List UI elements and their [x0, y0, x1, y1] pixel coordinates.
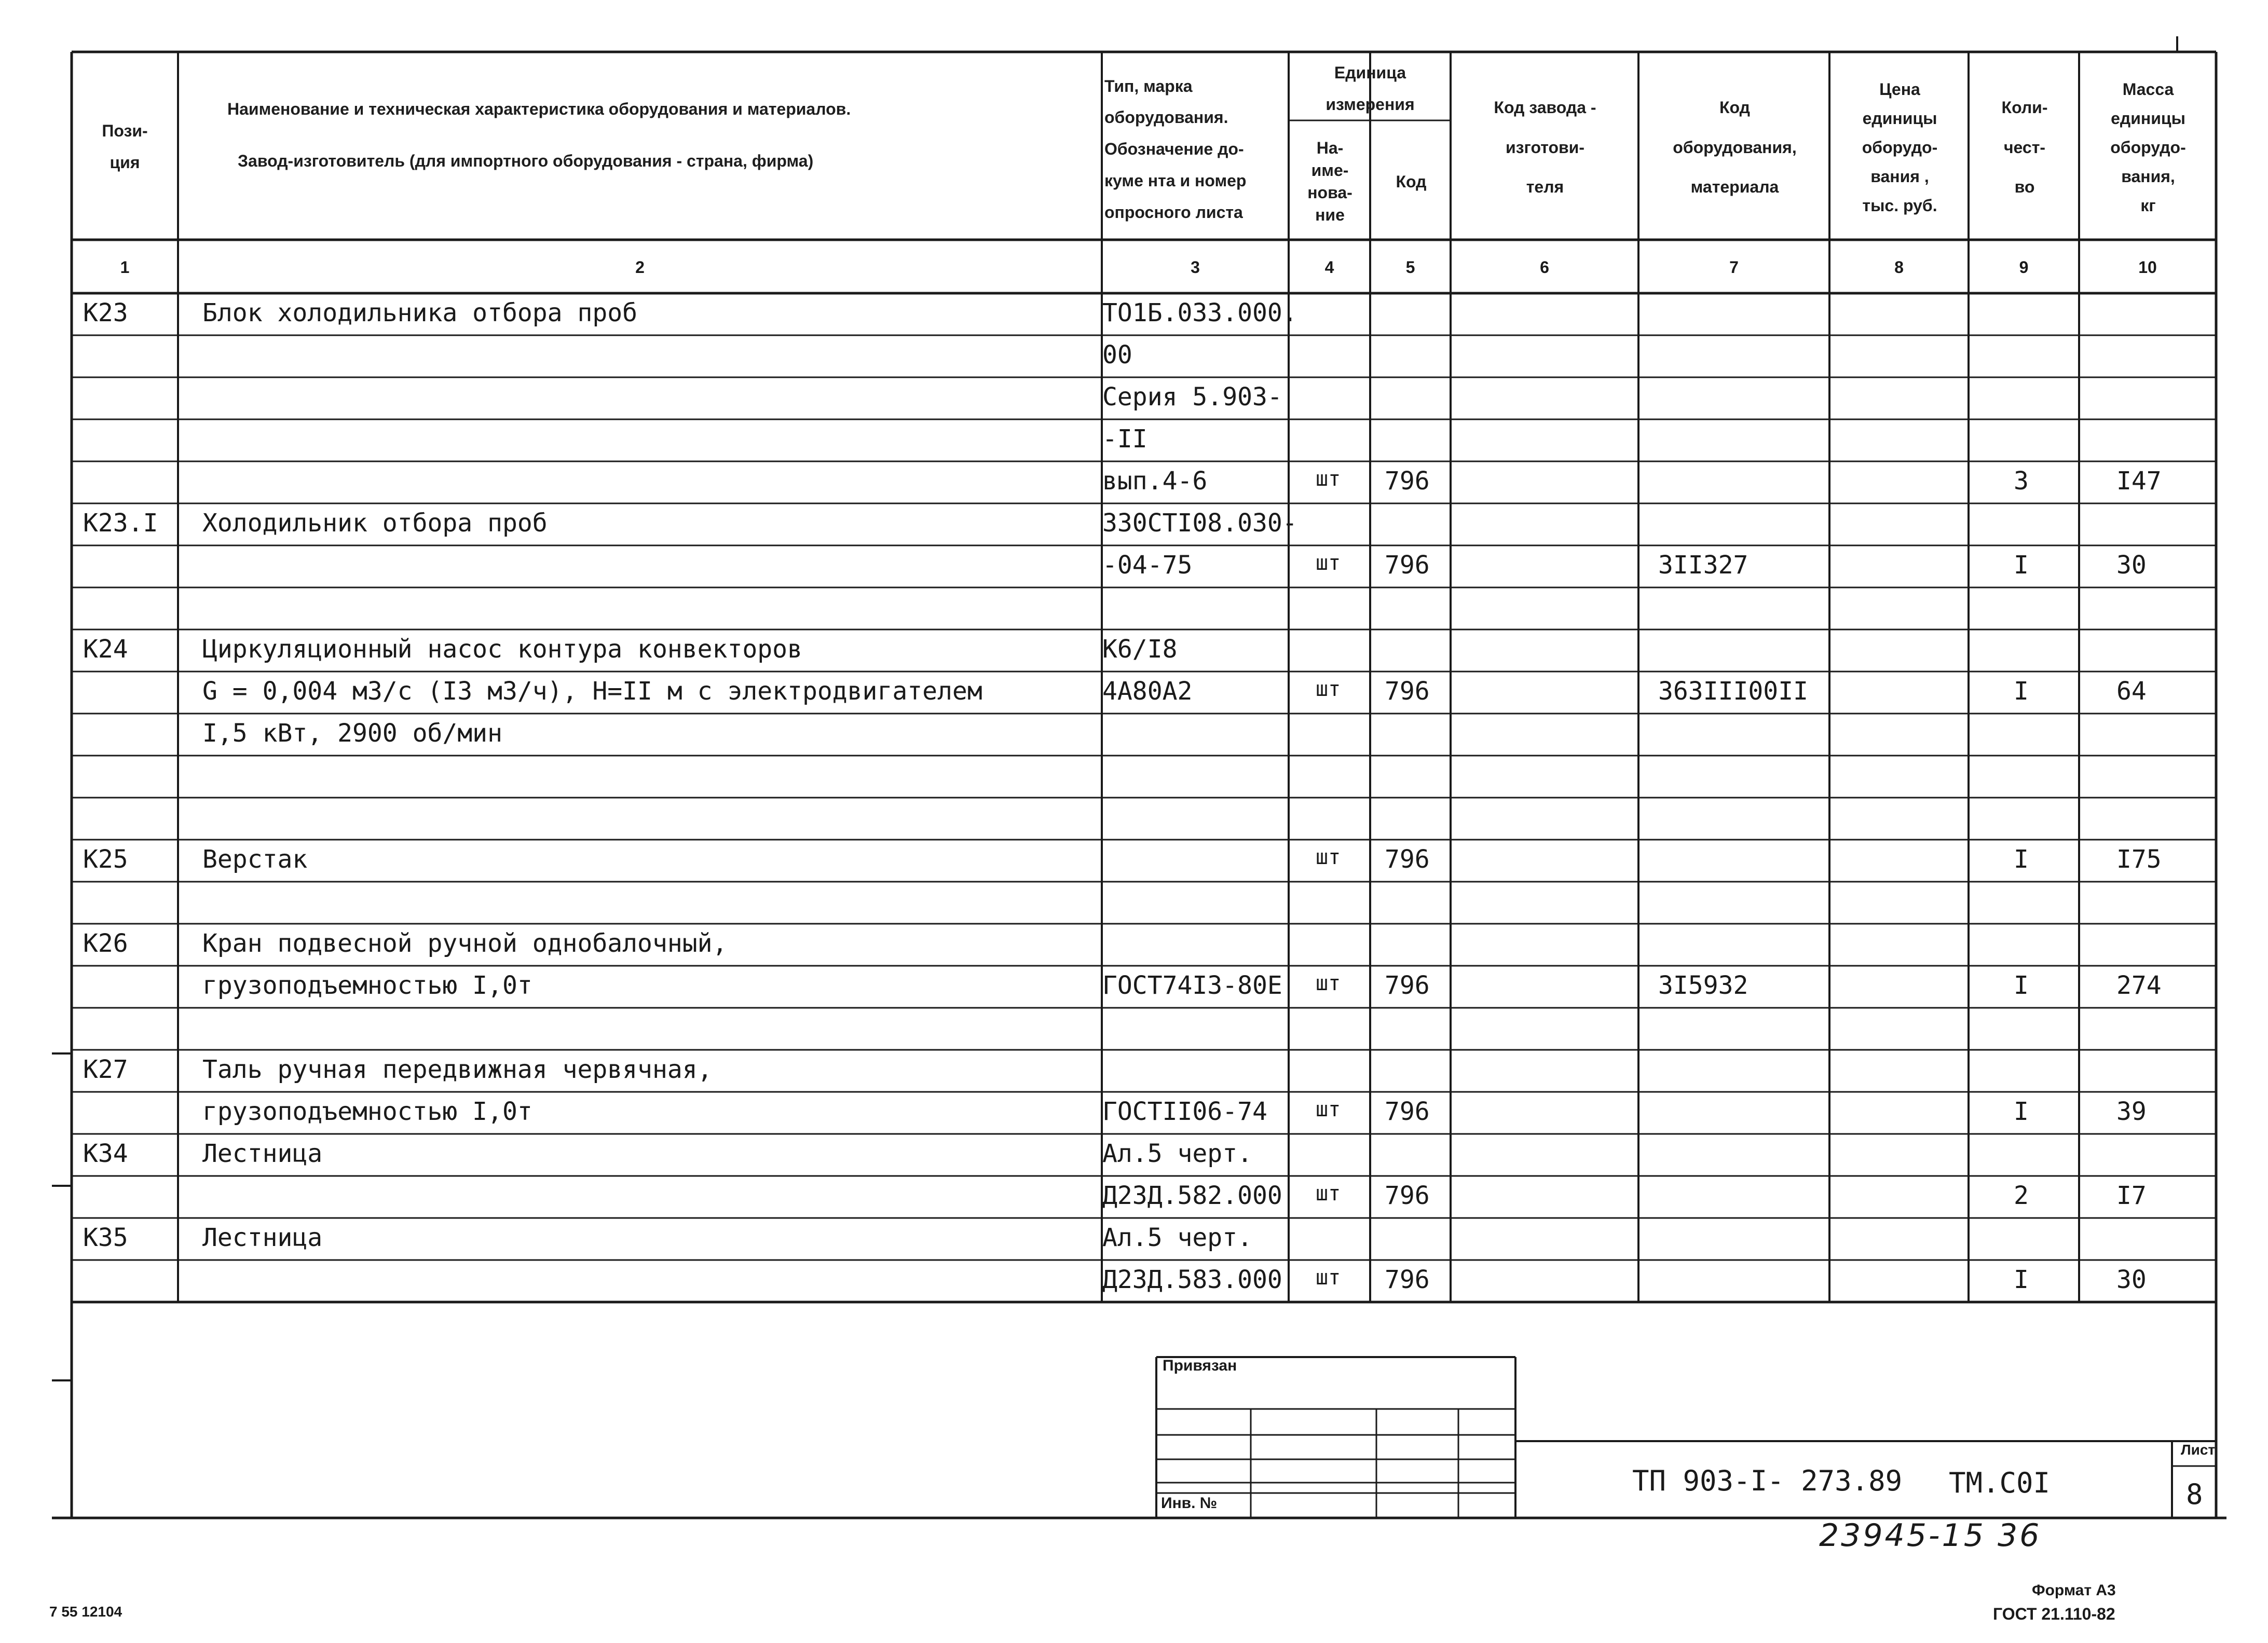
unit-code-cell: 796	[1385, 971, 1430, 1000]
col-number: 2	[635, 257, 645, 277]
header-equipment-code: Код оборудования, материала	[1673, 98, 1797, 197]
unit-code-cell: 796	[1385, 1097, 1430, 1126]
header-quantity: Коли- чест- во	[2001, 98, 2048, 197]
mass-cell: 30	[2116, 1265, 2147, 1294]
quantity-cell: I	[2014, 677, 2029, 706]
position-cell: К34	[83, 1139, 128, 1168]
unit-name-cell: шт	[1316, 551, 1341, 575]
document-cell: ГОСТ74I3-80Е	[1102, 971, 1282, 1000]
document-cell: 330СТI08.030-	[1102, 509, 1297, 538]
equipment-code-cell: 3II327	[1658, 551, 1748, 580]
document-cell: ГОСТII06-74	[1102, 1097, 1267, 1126]
name-cell: Таль ручная передвижная червячная,	[202, 1055, 713, 1084]
equipment-code-cell: 3I5932	[1658, 971, 1748, 1000]
name-cell: Верстак	[202, 845, 308, 874]
stamp-inventory-label: Инв. №	[1161, 1495, 1218, 1512]
name-cell: Холодильник отбора проб	[202, 509, 548, 538]
unit-code-cell: 796	[1385, 551, 1430, 580]
mass-cell: I7	[2116, 1181, 2147, 1210]
stamp-sheet-number: 8	[2186, 1478, 2203, 1511]
header-doc: Тип, марка оборудования. Обозначение до- куме нта и номер опросного листа	[1104, 76, 1247, 222]
document-cell: вып.4-6	[1102, 467, 1208, 496]
position-cell: К25	[83, 845, 128, 874]
unit-name-cell: шт	[1316, 1182, 1341, 1206]
mass-cell: 64	[2116, 677, 2147, 706]
document-cell: 00	[1102, 340, 1132, 369]
header-mass: Масса единицы оборудо- вания, кг	[2110, 80, 2186, 215]
position-cell: К26	[83, 929, 128, 958]
unit-code-cell: 796	[1385, 1181, 1430, 1210]
document-cell: К6/I8	[1102, 635, 1178, 664]
document-cell: Д23Д.583.000	[1102, 1265, 1282, 1294]
quantity-cell: I	[2014, 1097, 2029, 1126]
name-cell: грузоподъемностью I,0т	[202, 1097, 532, 1126]
name-cell: Кран подвесной ручной однобалочный,	[202, 929, 728, 958]
position-cell: К35	[83, 1223, 128, 1252]
unit-code-cell: 796	[1385, 845, 1430, 874]
name-cell: Лестница	[202, 1223, 323, 1252]
name-cell: G = 0,004 м3/с (I3 м3/ч), Н=II м с электродвигателем	[202, 677, 982, 706]
document-cell: -04-75	[1102, 551, 1193, 580]
position-cell: К23	[83, 298, 128, 327]
quantity-cell: 2	[2014, 1181, 2029, 1210]
col-number: 6	[1540, 257, 1549, 277]
col-number: 9	[2019, 257, 2029, 277]
col-number: 5	[1405, 257, 1415, 277]
stamp-sheet-label: Лист	[2181, 1442, 2216, 1458]
footer-left-code: 7 55 12104	[49, 1604, 122, 1620]
document-cell: -II	[1102, 425, 1147, 454]
equipment-code-cell: 363III00II	[1658, 677, 1808, 706]
quantity-cell: I	[2014, 845, 2029, 874]
unit-code-cell: 796	[1385, 1265, 1430, 1294]
col-number: 10	[2138, 257, 2157, 277]
quantity-cell: I	[2014, 551, 2029, 580]
mass-cell: 39	[2116, 1097, 2147, 1126]
name-cell: Блок холодильника отбора проб	[202, 298, 638, 327]
unit-name-cell: шт	[1316, 1266, 1341, 1290]
document-cell: Серия 5.903-	[1102, 382, 1282, 412]
stamp-attached-label: Привязан	[1163, 1357, 1237, 1374]
header-unit-name: На- име- нова- ние	[1307, 138, 1352, 225]
col-number: 4	[1324, 257, 1334, 277]
mass-cell: 30	[2116, 551, 2147, 580]
quantity-cell: 3	[2014, 467, 2029, 496]
document-cell: Д23Д.582.000	[1102, 1181, 1282, 1210]
document-cell: 4А80А2	[1102, 677, 1193, 706]
name-cell: I,5 кВт, 2900 об/мин	[202, 719, 502, 748]
col-number: 1	[120, 257, 130, 277]
handwritten-inventory-number: 23945-15 36	[1819, 1517, 2042, 1554]
header-price: Цена единицы оборудо- вания , тыс. руб.	[1862, 80, 1938, 215]
header-unit-code: Код	[1396, 172, 1427, 191]
stamp-designation: ТП 903-I- 273.89	[1632, 1464, 1903, 1497]
document-cell: Ал.5 черт.	[1102, 1223, 1252, 1252]
mass-cell: 274	[2116, 971, 2162, 1000]
name-cell: Циркуляционный насос контура конвекторов	[202, 635, 802, 664]
stamp-mark: ТМ.С0I	[1949, 1467, 2051, 1499]
footer-format: Формат А3	[2032, 1582, 2116, 1599]
header-unit-group: Единица измерения	[1326, 63, 1415, 114]
unit-code-cell: 796	[1385, 467, 1430, 496]
mass-cell: I75	[2116, 845, 2162, 874]
unit-name-cell: шт	[1316, 1098, 1341, 1121]
position-cell: К24	[83, 635, 128, 664]
header-position: Пози- ция	[102, 121, 148, 172]
position-cell: К27	[83, 1055, 128, 1084]
col-number: 7	[1729, 257, 1739, 277]
name-cell: Лестница	[202, 1139, 323, 1168]
header-manufacturer-code: Код завода - изготови- теля	[1494, 98, 1596, 197]
unit-name-cell: шт	[1316, 677, 1341, 701]
mass-cell: I47	[2116, 467, 2162, 496]
position-cell: К23.I	[83, 509, 158, 538]
quantity-cell: I	[2014, 1265, 2029, 1294]
document-cell: ТО1Б.033.000.	[1102, 298, 1297, 327]
name-cell: грузоподъемностью I,0т	[202, 971, 532, 1000]
header-name-line1: Наименование и техническая характеристика оборудования и материалов.	[227, 99, 851, 118]
unit-name-cell: шт	[1316, 467, 1341, 491]
unit-name-cell: шт	[1316, 971, 1341, 995]
footer-gost: ГОСТ 21.110-82	[1993, 1605, 2115, 1623]
unit-name-cell: шт	[1316, 845, 1341, 869]
col-number: 8	[1894, 257, 1904, 277]
header-name-line2: Завод-изготовитель (для импортного оборудования - страна, фирма)	[238, 151, 814, 170]
quantity-cell: I	[2014, 971, 2029, 1000]
unit-code-cell: 796	[1385, 677, 1430, 706]
document-cell: Ал.5 черт.	[1102, 1139, 1252, 1168]
col-number: 3	[1191, 257, 1200, 277]
